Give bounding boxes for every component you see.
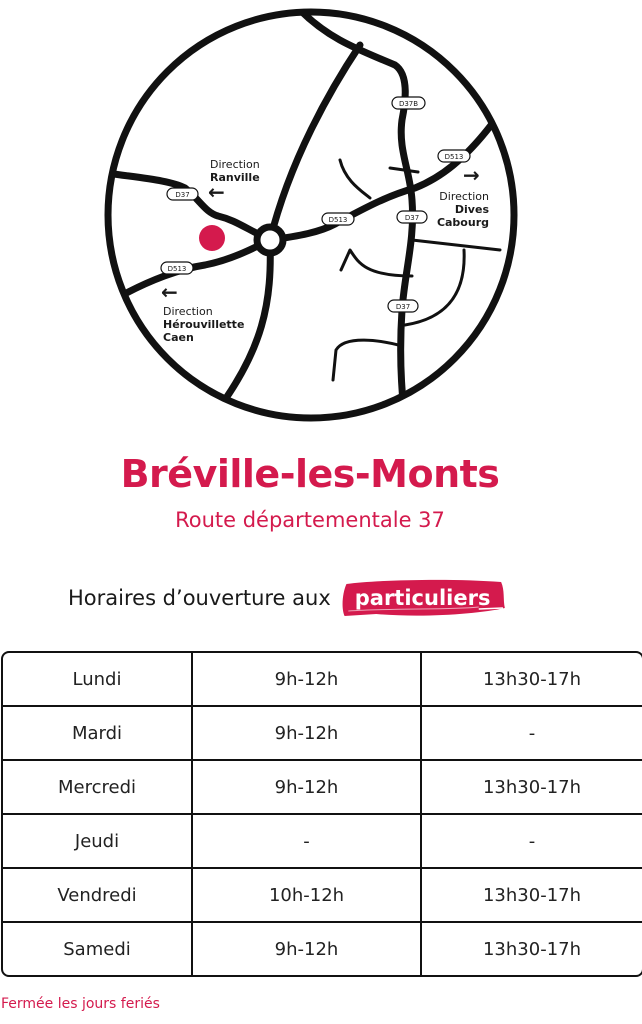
area-map <box>0 0 642 440</box>
minor-road <box>390 168 418 172</box>
location-road: Route départementale 37 <box>175 508 445 532</box>
audience-badge <box>339 578 507 618</box>
table-row <box>3 761 642 815</box>
morning-cell: 9h-12h <box>193 707 422 761</box>
hours-heading-text: Horaires d’ouverture aux <box>68 586 331 610</box>
afternoon-cell: - <box>422 815 642 869</box>
map-frame <box>108 12 514 418</box>
road-shield-d513-center <box>322 213 354 225</box>
table-row <box>3 653 642 707</box>
morning-cell: - <box>193 815 422 869</box>
road-shield-d37-left <box>167 188 198 200</box>
road-shield-d37-right <box>397 211 427 223</box>
direction-ranville <box>208 158 260 204</box>
svg-text:D37: D37 <box>404 214 420 222</box>
road-shield-d37-lower <box>388 300 418 312</box>
minor-road <box>412 240 500 250</box>
svg-text:Caen: Caen <box>163 331 194 344</box>
morning-cell: 9h-12h <box>193 923 422 975</box>
table-row <box>3 815 642 869</box>
afternoon-cell: 13h30-17h <box>422 761 642 815</box>
day-cell: Vendredi <box>3 869 193 923</box>
road-shield-d513-left <box>161 262 193 274</box>
direction-herouvillette-caen <box>161 280 244 344</box>
table-row <box>3 707 642 761</box>
day-cell: Lundi <box>3 653 193 707</box>
svg-text:D37: D37 <box>395 303 411 311</box>
svg-text:D37: D37 <box>175 191 190 199</box>
road-north-diagonal <box>270 45 360 240</box>
svg-text:Hérouvillette: Hérouvillette <box>163 318 245 331</box>
arrow-left-icon: ← <box>208 180 225 204</box>
afternoon-cell: - <box>422 707 642 761</box>
svg-text:D37B: D37B <box>398 100 419 108</box>
table-row <box>3 923 642 975</box>
location-marker <box>199 225 225 251</box>
svg-text:D513: D513 <box>444 153 464 161</box>
minor-road <box>341 250 412 276</box>
audience-badge-label: particuliers <box>354 586 491 610</box>
svg-text:D513: D513 <box>328 216 348 224</box>
arrow-left-icon: ← <box>161 280 178 304</box>
afternoon-cell: 13h30-17h <box>482 938 582 960</box>
svg-text:Direction: Direction <box>210 158 260 171</box>
afternoon-cell: 13h30-17h <box>422 653 642 707</box>
closure-note: Fermée les jours feriés <box>1 996 160 1012</box>
day-cell: Mardi <box>3 707 193 761</box>
day-cell: Mercredi <box>3 761 193 815</box>
afternoon-cell: 13h30-17h <box>422 869 642 923</box>
svg-text:Ranville: Ranville <box>210 171 260 184</box>
minor-road <box>405 250 464 325</box>
morning-cell: 9h-12h <box>193 761 422 815</box>
table-row <box>3 869 642 923</box>
hours-heading <box>68 578 506 618</box>
morning-cell: 10h-12h <box>193 869 422 923</box>
svg-text:Direction: Direction <box>439 190 489 203</box>
svg-text:Dives: Dives <box>454 203 489 216</box>
minor-road <box>340 160 370 198</box>
svg-text:Direction: Direction <box>163 305 213 318</box>
opening-hours-table <box>1 651 642 977</box>
location-name: Bréville-les-Monts <box>120 452 500 496</box>
arrow-right-icon: → <box>463 163 480 187</box>
road-shield-d513-right <box>438 150 470 162</box>
morning-cell: 9h-12h <box>193 653 422 707</box>
roundabout <box>257 227 283 253</box>
minor-road <box>333 340 402 380</box>
svg-text:D513: D513 <box>167 265 187 273</box>
day-cell: Jeudi <box>3 815 193 869</box>
svg-text:Cabourg: Cabourg <box>436 216 489 229</box>
road-shield-d37b <box>392 97 425 109</box>
day-cell: Samedi <box>3 923 193 975</box>
